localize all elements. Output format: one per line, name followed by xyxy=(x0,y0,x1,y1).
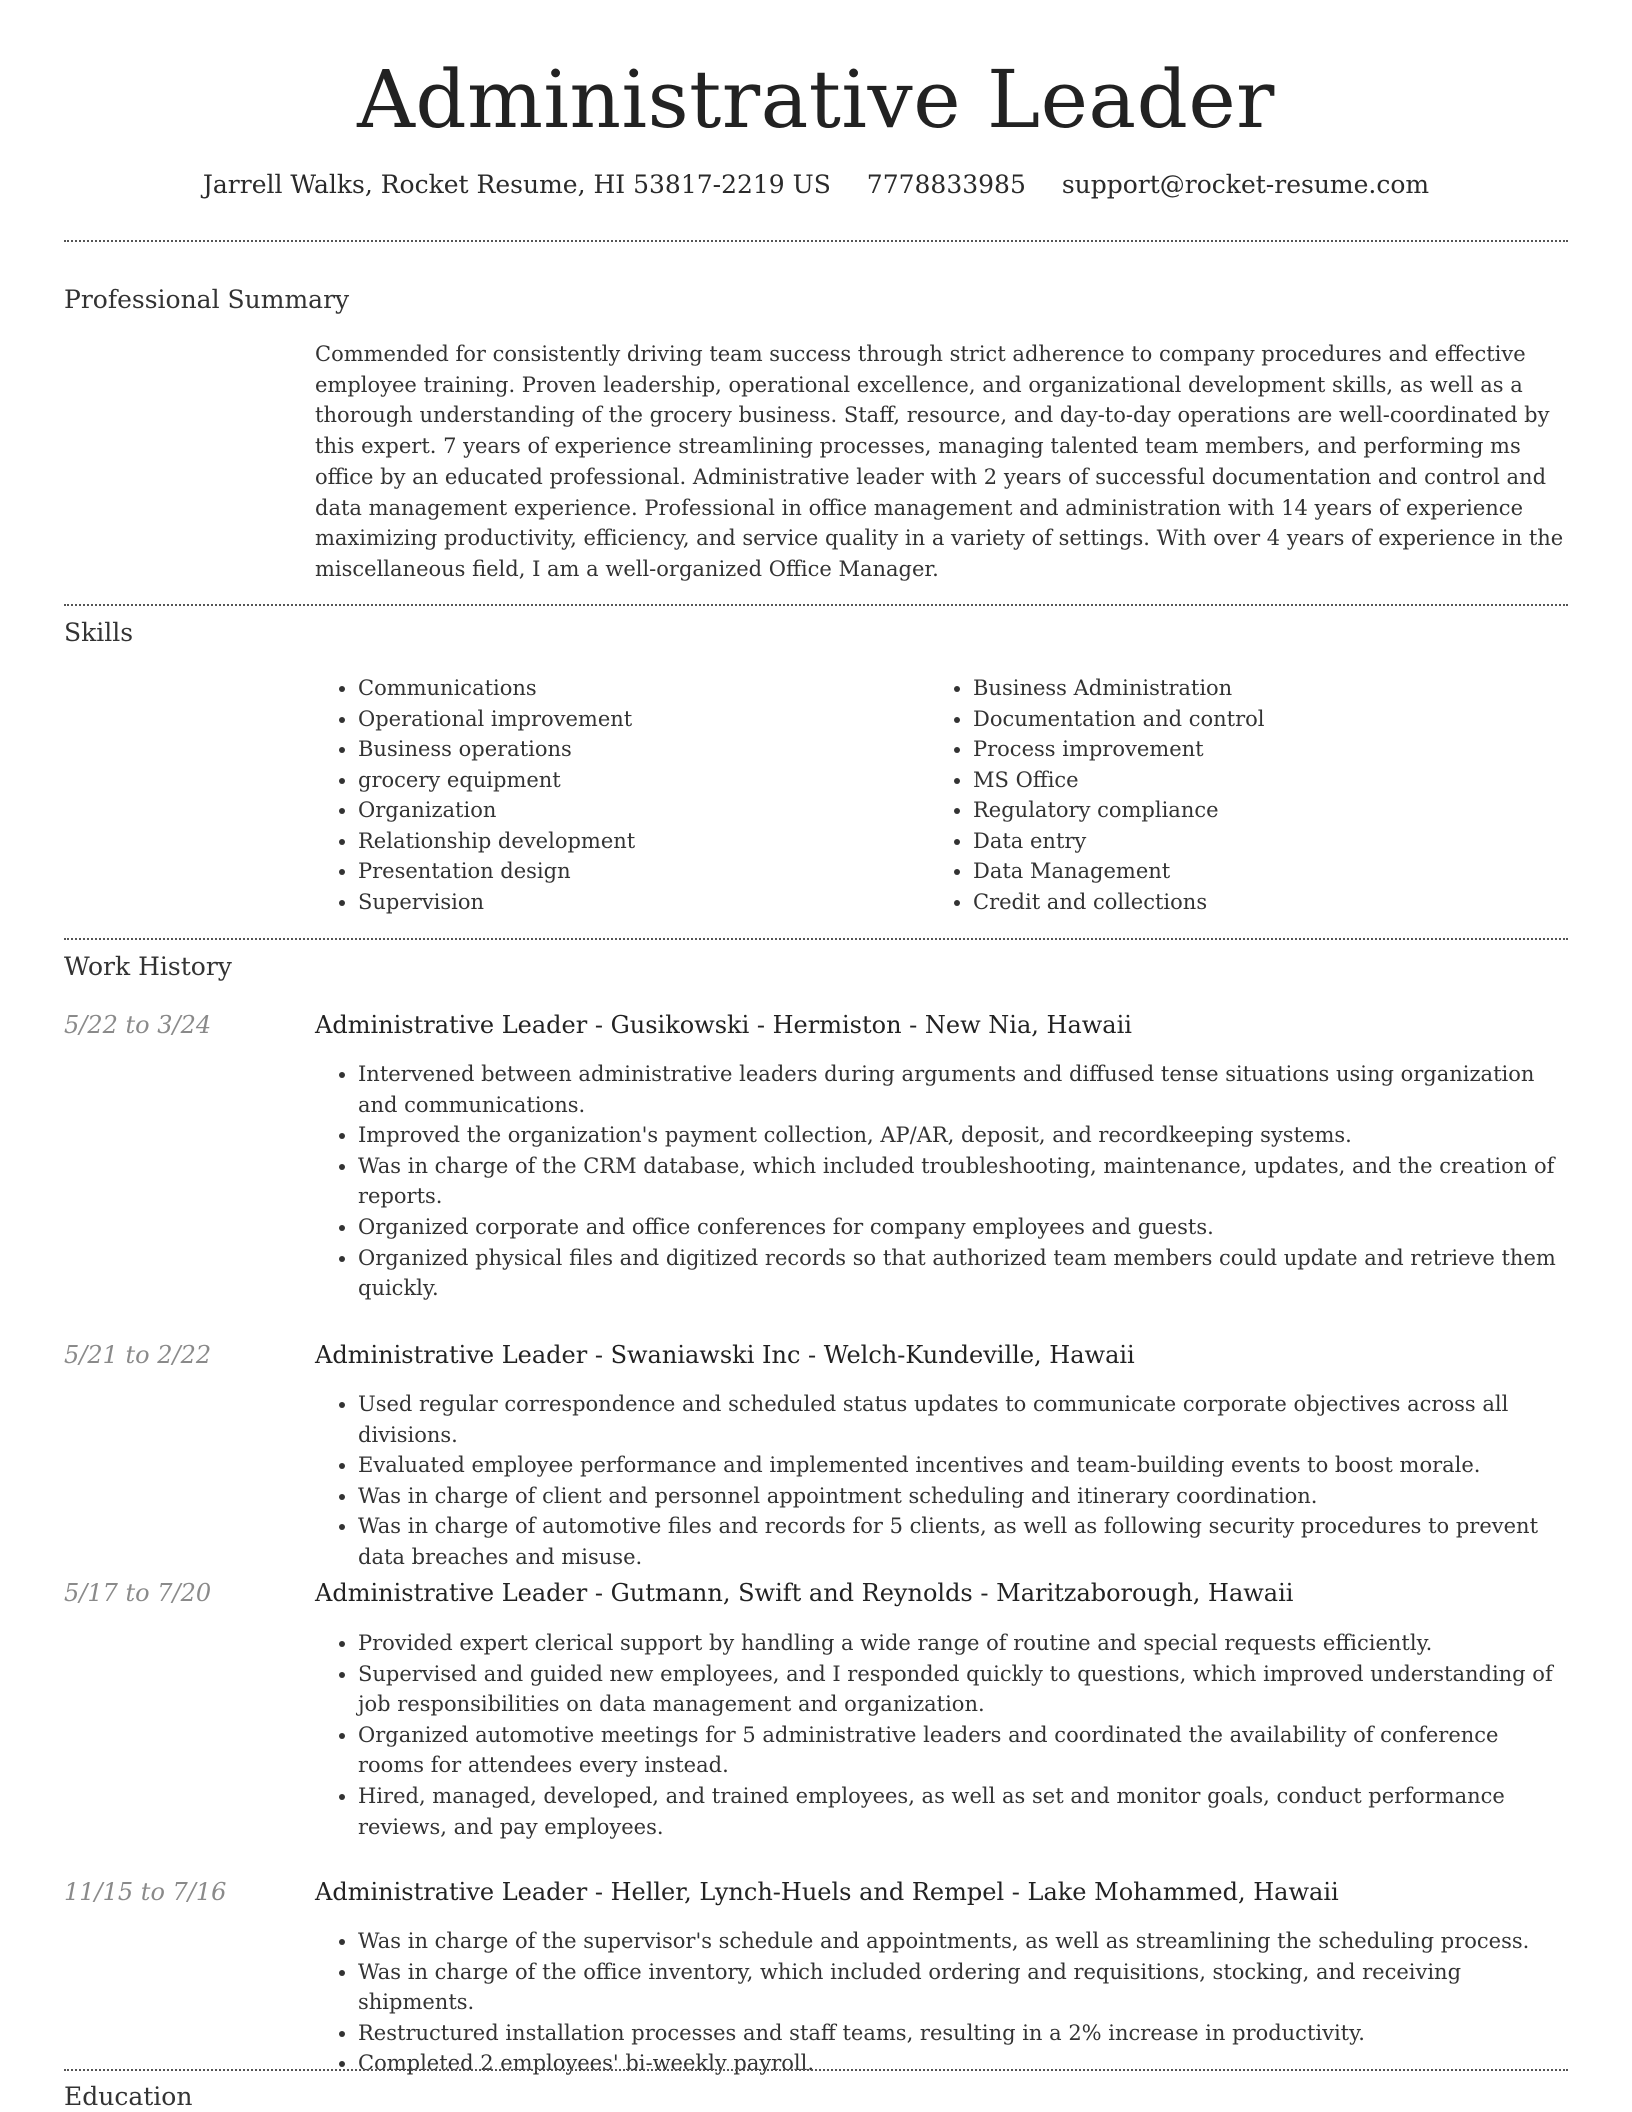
skill-item: • Process improvement xyxy=(973,734,1573,765)
job-bullet: • Was in charge of the office inventory, which included ordering and requisitions, stocking, and receiving shipments. xyxy=(358,1957,1568,2018)
skills-heading: Skills xyxy=(64,618,134,647)
job-date: 5/17 to 7/20 xyxy=(64,1579,212,1607)
job-bullet: • Organized automotive meetings for 5 administrative leaders and coordinated the availability of conference rooms for attendees every instead. xyxy=(358,1720,1568,1781)
job-bullets xyxy=(315,1389,1568,1573)
summary-divider xyxy=(64,604,1568,606)
contact-email[interactable]: support@rocket-resume.com xyxy=(1061,170,1430,199)
job-bullet: • Evaluated employee performance and implemented incentives and team-building events to boost morale. xyxy=(358,1450,1568,1481)
job-bullet: • Organized corporate and office conferences for company employees and guests. xyxy=(358,1212,1568,1243)
skill-item: • Regulatory compliance xyxy=(973,795,1573,826)
job-bullets xyxy=(315,1926,1568,2079)
skill-item: • Data entry xyxy=(973,826,1573,857)
job-bullet: • Intervened between administrative leaders during arguments and diffused tense situations using organization and communications. xyxy=(358,1059,1568,1120)
job-bullet: • Restructured installation processes and staff teams, resulting in a 2% increase in productivity. xyxy=(358,2018,1568,2049)
job-title: Administrative Leader - Gutmann, Swift and Reynolds - Maritzaborough, Hawaii xyxy=(315,1579,1294,1607)
summary-text: Commended for consistently driving team success through strict adherence to company procedures and effective employee training. Proven leadership, operational excellence, and organizational development skills, as well as a thorough understanding of the grocery business. Staff, resource, and day-to-day operations are well-coordinated by this expert. 7 years of experience streamlining processes, managing talented team members, and performing ms office by an educated professional. Administrative leader with 2 years of successful documentation and control and data management experience. Professional in office management and administration with 14 years of experience maximizing productivity, efficiency, and service quality in a variety of settings. With over 4 years of experience in the miscellaneous field, I am a well-organized Office Manager. xyxy=(315,342,1564,581)
resume-title: Administrative Leader xyxy=(357,53,1275,146)
job-date: 5/22 to 3/24 xyxy=(64,1011,212,1039)
job-bullet: • Was in charge of automotive files and records for 5 clients, as well as following security procedures to prevent data breaches and misuse. xyxy=(358,1511,1568,1572)
skills-divider xyxy=(64,938,1568,940)
skills-list-right xyxy=(930,673,1573,917)
job-bullet: • Was in charge of client and personnel appointment scheduling and itinerary coordination. xyxy=(358,1481,1568,1512)
job-date: 5/21 to 2/22 xyxy=(64,1341,212,1369)
job-bullet: • Provided expert clerical support by handling a wide range of routine and special requests efficiently. xyxy=(358,1628,1568,1659)
skill-item: • MS Office xyxy=(973,765,1573,796)
job-bullet: • Hired, managed, developed, and trained employees, as well as set and monitor goals, conduct performance reviews, and pay employees. xyxy=(358,1781,1568,1842)
contact-address: Jarrell Walks, Rocket Resume, HI 53817-2219 US xyxy=(202,170,831,199)
job-bullet: • Organized physical files and digitized records so that authorized team members could update and retrieve them quickly. xyxy=(358,1243,1568,1304)
job-bullet: • Was in charge of the supervisor's schedule and appointments, as well as streamlining the scheduling process. xyxy=(358,1926,1568,1957)
skill-item: • Relationship development xyxy=(358,826,918,857)
job-bullet: • Supervised and guided new employees, and I responded quickly to questions, which improved understanding of job responsibilities on data management and organization. xyxy=(358,1659,1568,1720)
work-heading: Work History xyxy=(64,952,232,981)
skill-item: • Presentation design xyxy=(358,856,918,887)
job-bullet: • Completed 2 employees' bi-weekly payroll. xyxy=(358,2048,1568,2079)
skill-item: • Operational improvement xyxy=(358,704,918,735)
job-title: Administrative Leader - Gusikowski - Hermiston - New Nia, Hawaii xyxy=(315,1011,1132,1039)
summary-heading: Professional Summary xyxy=(64,285,350,314)
job-bullet: • Used regular correspondence and scheduled status updates to communicate corporate objectives across all divisions. xyxy=(358,1389,1568,1450)
skill-item: • Supervision xyxy=(358,887,918,918)
job-date: 11/15 to 7/16 xyxy=(64,1878,227,1906)
skill-item: • Communications xyxy=(358,673,918,704)
skill-item: • Business operations xyxy=(358,734,918,765)
job-title: Administrative Leader - Swaniawski Inc - Welch-Kundeville, Hawaii xyxy=(315,1341,1135,1369)
skill-item: • grocery equipment xyxy=(358,765,918,796)
skill-item: • Data Management xyxy=(973,856,1573,887)
contact-line xyxy=(64,170,1568,200)
skills-list-left xyxy=(315,673,918,917)
skill-item: • Business Administration xyxy=(973,673,1573,704)
skill-item: • Documentation and control xyxy=(973,704,1573,735)
contact-phone: 7778833985 xyxy=(866,170,1026,199)
skill-item: • Organization xyxy=(358,795,918,826)
job-bullet: • Was in charge of the CRM database, which included troubleshooting, maintenance, updates, and the creation of reports. xyxy=(358,1151,1568,1212)
job-bullets xyxy=(315,1059,1568,1304)
job-bullets xyxy=(315,1628,1568,1842)
resume-page xyxy=(64,0,1568,2111)
job-bullet: • Improved the organization's payment collection, AP/AR, deposit, and recordkeeping systems. xyxy=(358,1120,1568,1151)
header-divider xyxy=(64,240,1568,242)
skill-item: • Credit and collections xyxy=(973,887,1573,918)
job-title: Administrative Leader - Heller, Lynch-Huels and Rempel - Lake Mohammed, Hawaii xyxy=(315,1878,1339,1906)
education-heading: Education xyxy=(64,2082,193,2111)
work-divider xyxy=(64,2069,1568,2071)
